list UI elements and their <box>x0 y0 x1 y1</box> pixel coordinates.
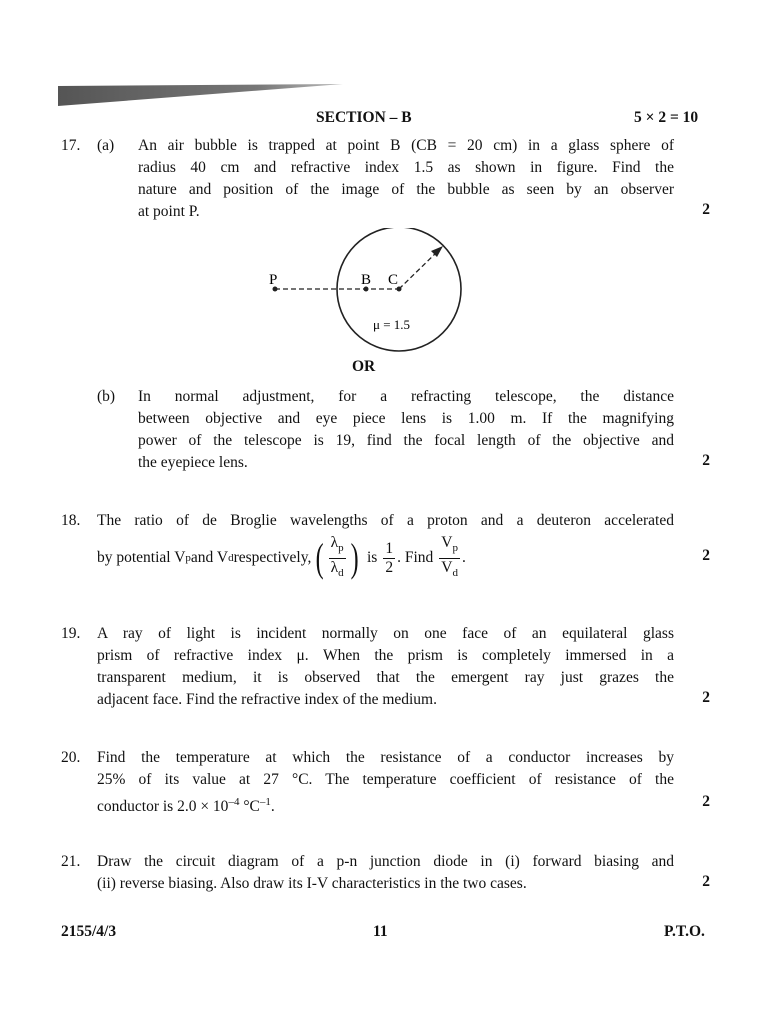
exponent: –4 <box>228 796 240 808</box>
or-separator: OR <box>352 358 376 375</box>
q17b-text <box>138 386 674 474</box>
text-line: (ii) reverse biasing. Also draw its I-V characteristics in the two cases. <box>97 875 527 892</box>
lambda-symbol: λ <box>330 534 339 552</box>
text-line: power of the telescope is 19, find the focal length of the objective and <box>138 432 674 449</box>
left-paren: ( <box>315 535 324 580</box>
text-line: adjacent face. Find the refractive index of the medium. <box>97 691 437 708</box>
lambda-ratio <box>329 534 346 581</box>
fraction-numerator <box>329 534 346 558</box>
marks-17b: 2 <box>702 452 710 469</box>
marks-scheme: 5 × 2 = 10 <box>634 109 699 126</box>
part-label-b: (b) <box>97 388 116 405</box>
label-mu: μ = 1.5 <box>373 317 411 332</box>
q20-text <box>97 747 674 818</box>
subscript-d: d <box>452 566 458 579</box>
question-number-17: 17. <box>61 137 81 154</box>
v-symbol: V <box>441 558 453 576</box>
half-fraction <box>383 540 395 577</box>
page-number: 11 <box>373 923 388 940</box>
text-line: radius 40 cm and refractive index 1.5 as shown in figure. Find the <box>138 159 674 176</box>
text-run: and V <box>190 549 229 566</box>
question-number-20: 20. <box>61 749 81 766</box>
right-paren: ) <box>350 535 359 580</box>
glass-sphere-figure <box>265 228 470 353</box>
fraction-denominator <box>439 559 460 582</box>
q18-line1: The ratio of de Broglie wavelengths of a proton and a deuteron accelerated <box>97 512 674 529</box>
question-number-21: 21. <box>61 853 81 870</box>
q17a-text <box>138 135 674 223</box>
find-text: . Find <box>397 549 434 566</box>
marks-20: 2 <box>702 793 710 810</box>
text-line: Find the temperature at which the resistance of a conductor increases by <box>97 749 674 766</box>
text-line: An air bubble is trapped at point B (CB = 20 cm) in a glass sphere of <box>138 137 674 154</box>
is-text: is <box>367 549 378 566</box>
text-line: at point P. <box>138 203 200 220</box>
subscript-p: p <box>338 542 344 555</box>
subscript-d: d <box>338 566 344 579</box>
marks-17a: 2 <box>702 201 710 218</box>
v-symbol: V <box>441 534 453 552</box>
text-line: Draw the circuit diagram of a p-n junction diode in (i) forward biasing and <box>97 853 674 870</box>
text-line: 25% of its value at 27 °C. The temperature coefficient of resistance of the <box>97 771 674 788</box>
radius-arrowhead <box>431 246 443 257</box>
q18-line2 <box>97 530 466 586</box>
fraction-denominator: 2 <box>385 558 394 576</box>
label-c: C <box>388 272 399 288</box>
text-run: . <box>270 798 275 816</box>
paper-code: 2155/4/3 <box>61 923 117 940</box>
text-run: conductor is 2.0 × 10 <box>97 798 229 816</box>
section-title: SECTION – B <box>316 109 412 126</box>
text-line: the eyepiece lens. <box>138 454 248 471</box>
subscript-p: p <box>452 542 458 555</box>
fraction-numerator <box>439 534 460 558</box>
question-number-19: 19. <box>61 625 81 642</box>
text-line: between objective and eye piece lens is 1.00 m. If the magnifying <box>138 410 674 427</box>
marks-19: 2 <box>702 689 710 706</box>
text-line: prism of refractive index μ. When the prism is completely immersed in a <box>97 647 674 664</box>
text-run: °C <box>239 798 260 816</box>
text-line: In normal adjustment, for a refracting telescope, the distance <box>138 388 674 405</box>
text-line: A ray of light is incident normally on one face of an equilateral glass <box>97 625 674 642</box>
label-b: B <box>361 272 372 288</box>
part-label-a: (a) <box>97 137 115 154</box>
question-number-18: 18. <box>61 512 81 529</box>
subscript-p: p <box>185 552 191 564</box>
lambda-symbol: λ <box>330 558 339 576</box>
text-run: by potential V <box>97 549 186 566</box>
header-bar <box>58 84 348 110</box>
q21-text <box>97 851 674 895</box>
marks-21: 2 <box>702 873 710 890</box>
period: . <box>461 549 466 566</box>
text-run: respectively, <box>233 549 312 566</box>
fraction-numerator: 1 <box>385 539 394 557</box>
text-line: nature and position of the image of the bubble as seen by an observer <box>138 181 674 198</box>
text-line <box>97 791 674 818</box>
fraction-denominator <box>329 559 346 582</box>
pto-label: P.T.O. <box>664 923 705 940</box>
text-line: transparent medium, it is observed that the emergent ray just grazes the <box>97 669 674 686</box>
radius-line <box>399 250 439 289</box>
label-p: P <box>269 272 278 288</box>
voltage-ratio <box>439 534 460 581</box>
exponent: –1 <box>259 796 271 808</box>
q19-text <box>97 623 674 711</box>
marks-18: 2 <box>702 547 710 564</box>
subscript-d: d <box>228 552 234 564</box>
